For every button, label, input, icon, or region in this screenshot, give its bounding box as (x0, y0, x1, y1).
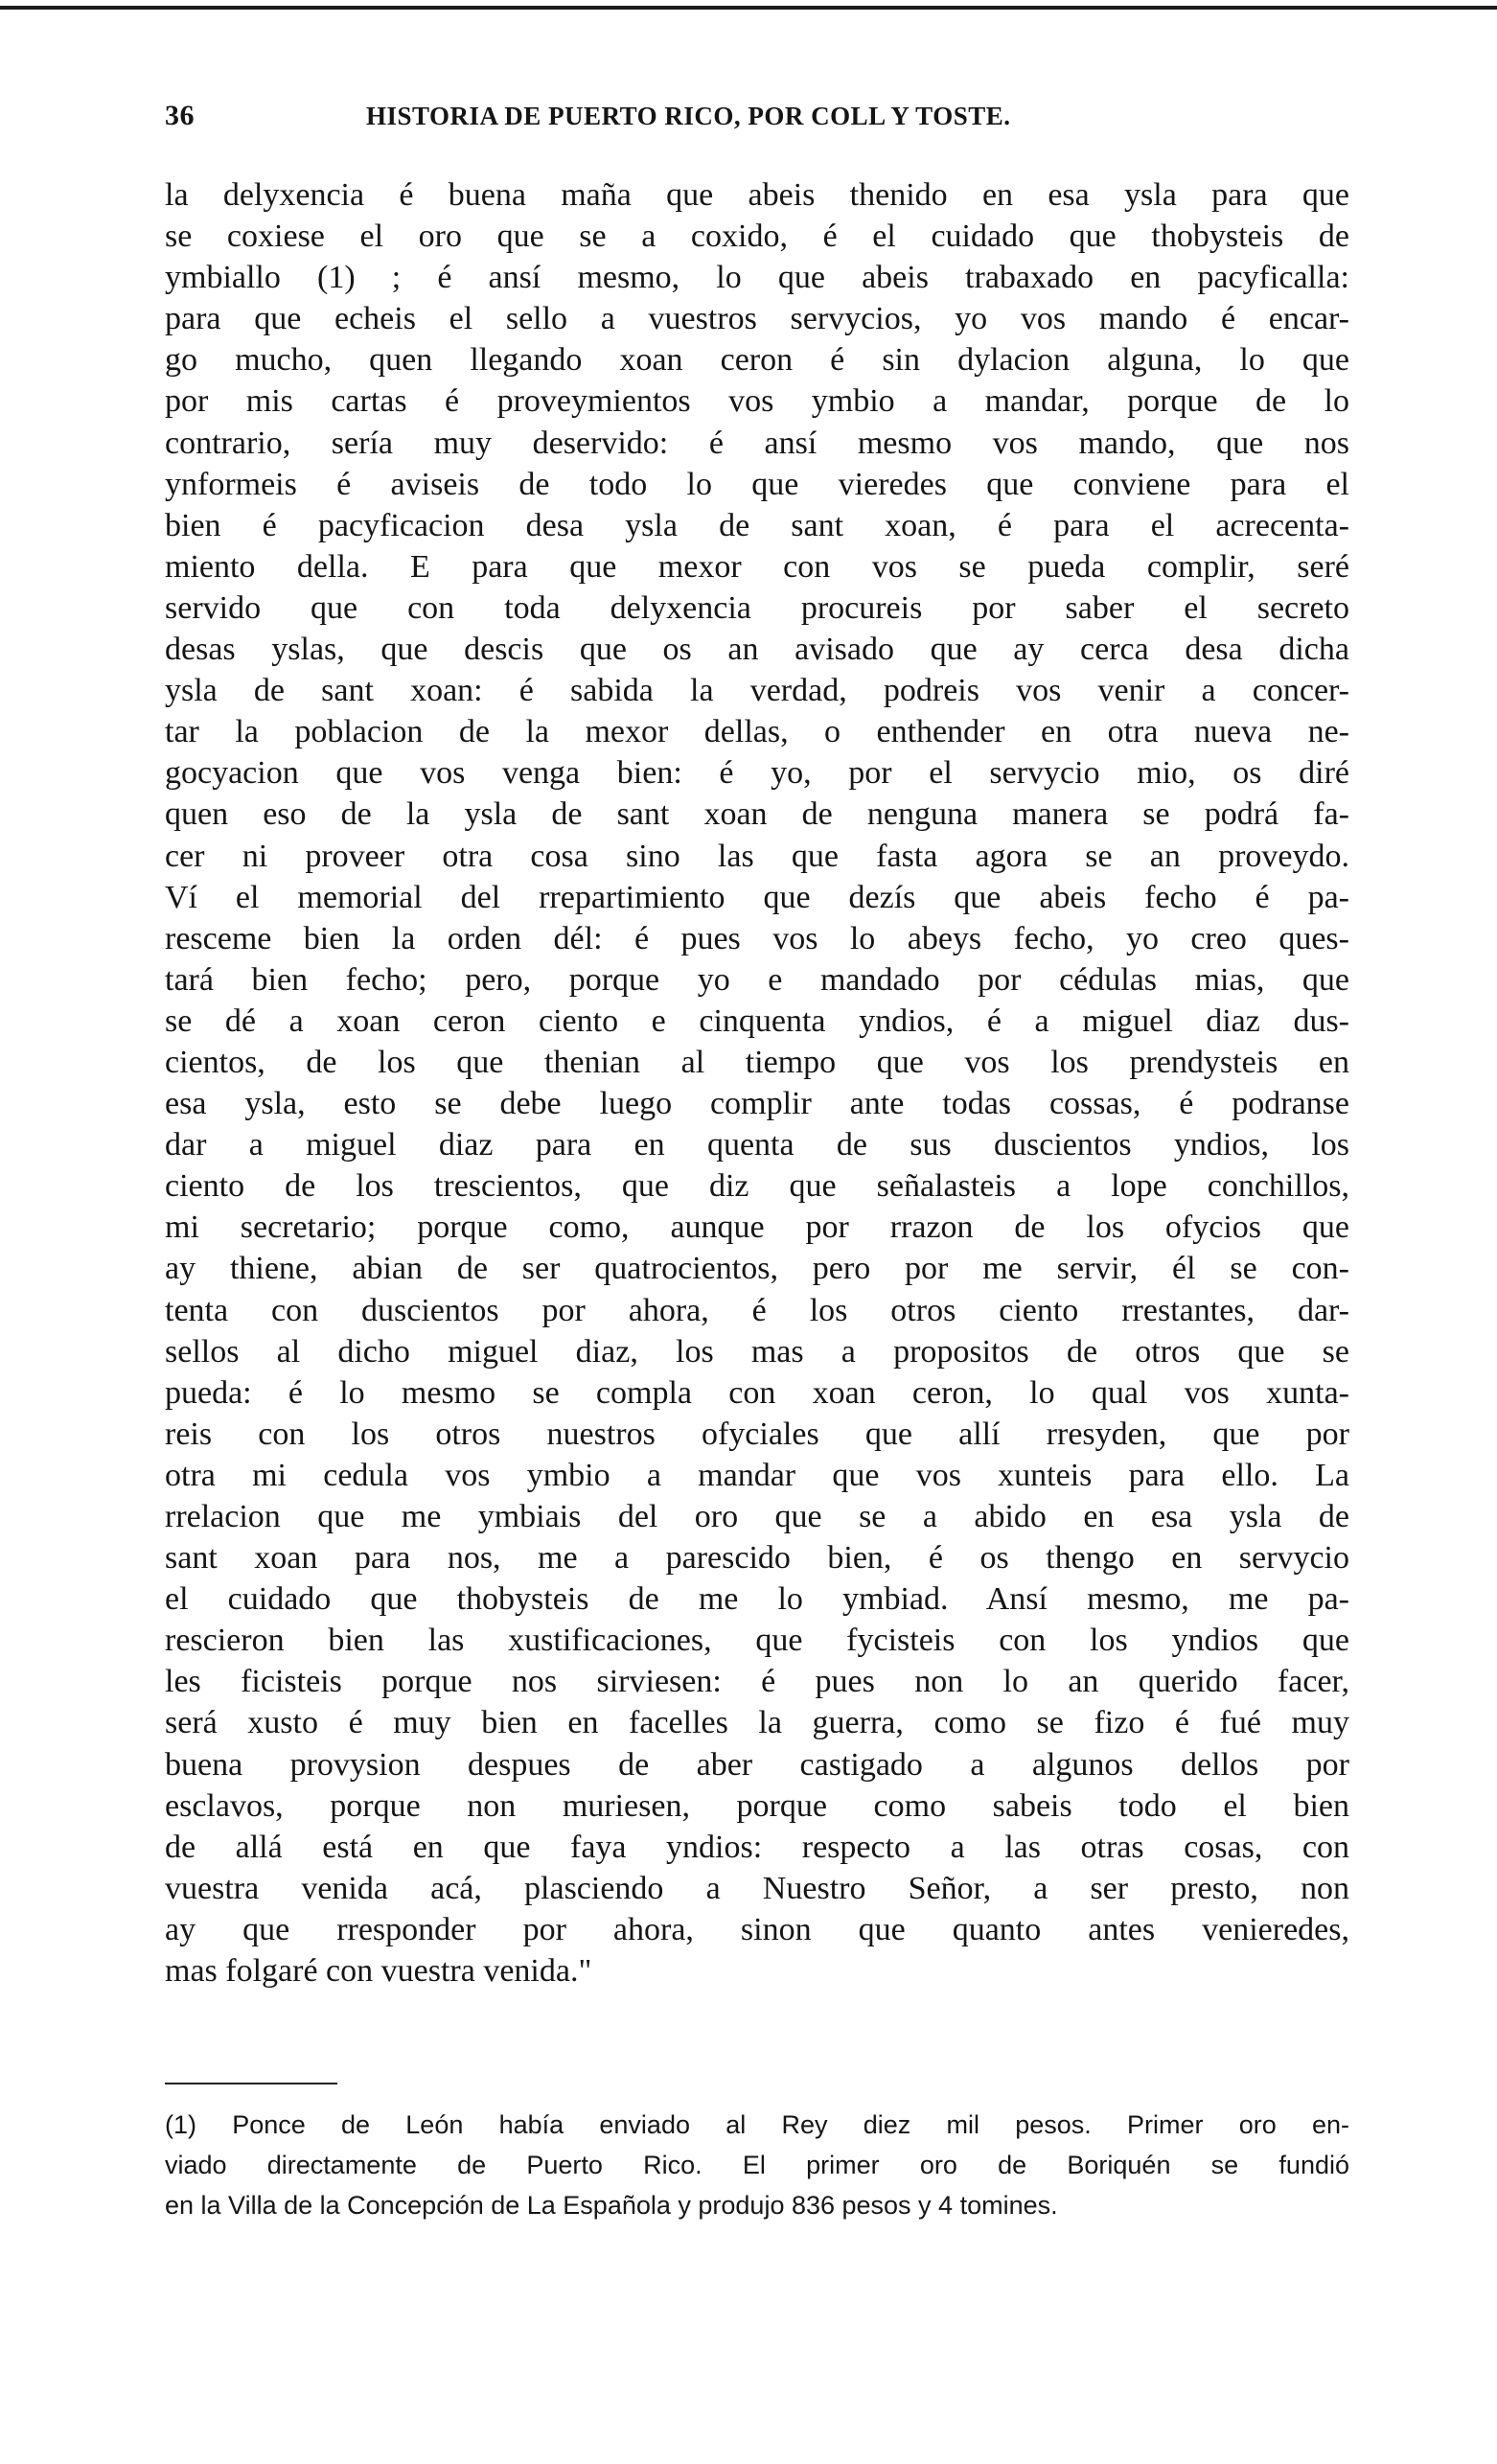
top-border-rule (0, 6, 1497, 10)
text-line: sellos al dicho miguel diaz, los mas a propositos de otros que se (165, 1333, 1349, 1370)
text-line: ay thiene, abian de ser quatrocientos, pero por me servir, él se con- (165, 1251, 1349, 1287)
text-line: quen eso de la ysla de sant xoan de nenguna manera se podrá fa- (165, 796, 1349, 833)
text-line: buena provysion despues de aber castigado a algunos dellos por (165, 1746, 1349, 1783)
text-line: mi secretario; porque como, aunque por rrazon de los ofycios que (165, 1209, 1349, 1246)
text-line: por mis cartas é proveymientos vos ymbio a mandar, porque de lo (165, 383, 1349, 420)
text-line: tar la poblacion de la mexor dellas, o enthender en otra nueva ne- (165, 714, 1349, 750)
text-line: otra mi cedula vos ymbio a mandar que vos xunteis para ello. La (165, 1457, 1349, 1493)
text-line: resceme bien la orden dél: é pues vos lo abeys fecho, yo creo ques- (165, 920, 1349, 956)
text-line: go mucho, quen llegando xoan ceron é sin dylacion alguna, lo que (165, 342, 1349, 379)
text-line: para que echeis el sello a vuestros servycios, yo vos mando é encar- (165, 301, 1349, 337)
text-line: ciento de los trescientos, que diz que señalasteis a lope conchillos, (165, 1168, 1349, 1205)
text-line: reis con los otros nuestros ofyciales que allí rresyden, que por (165, 1416, 1349, 1452)
text-line: pueda: é lo mesmo se compla con xoan ceron, lo qual vos xunta- (165, 1374, 1349, 1411)
text-line: el cuidado que thobysteis de me lo ymbiad. Ansí mesmo, me pa- (165, 1581, 1349, 1618)
text-line: rrelacion que me ymbiais del oro que se a abido en esa ysla de (165, 1499, 1349, 1534)
text-line: desas yslas, que descis que os an avisado que ay cerca desa dicha (165, 632, 1349, 668)
page-header (165, 100, 1353, 138)
text-line: cer ni proveer otra cosa sino las que fasta agora se an proveydo. (165, 838, 1349, 874)
running-title: HISTORIA DE PUERTO RICO, POR COLL Y TOSTE. (366, 102, 1011, 130)
text-line: de allá está en que faya yndios: respecto a las otras cosas, con (165, 1829, 1349, 1865)
text-line: ysla de sant xoan: é sabida la verdad, podreis vos venir a concer- (165, 673, 1349, 709)
text-line: bien é pacyficacion desa ysla de sant xoan, é para el acrecenta- (165, 507, 1349, 543)
text-line: cientos, de los que thenian al tiempo que vos los prendysteis en (165, 1044, 1349, 1080)
text-line: vuestra venida acá, plasciendo a Nuestro Señor, a ser presto, non (165, 1870, 1349, 1906)
text-line: sant xoan para nos, me a parescido bien, é os thengo en servycio (165, 1540, 1349, 1577)
text-line: se dé a xoan ceron ciento e cinquenta yndios, é a miguel diaz dus- (165, 1002, 1349, 1039)
text-line: esclavos, porque non muriesen, porque como sabeis todo el bien (165, 1787, 1349, 1824)
footnote-line: viado directamente de Puerto Rico. El primer oro de Boriquén se fundió (165, 2151, 1349, 2179)
text-line: servido que con toda delyxencia procureis por saber el secreto (165, 589, 1349, 626)
page-number: 36 (165, 100, 195, 131)
text-line: tará bien fecho; pero, porque yo e mandado por cédulas mias, que (165, 961, 1349, 998)
text-line: esa ysla, esto se debe luego complir ante todas cossas, é podranse (165, 1086, 1349, 1122)
text-line: dar a miguel diaz para en quenta de sus duscientos yndios, los (165, 1127, 1349, 1163)
text-line: se coxiese el oro que se a coxido, é el cuidado que thobysteis de (165, 219, 1349, 255)
body-text (165, 174, 1349, 1992)
text-line: Ví el memorial del rrepartimiento que dezís que abeis fecho é pa- (165, 879, 1349, 915)
text-line: contrario, sería muy deservido: é ansí mesmo vos mando, que nos (165, 425, 1349, 461)
text-line: les ficisteis porque nos sirviesen: é pues non lo an querido facer, (165, 1664, 1349, 1700)
text-line: tenta con duscientos por ahora, é los otros ciento rrestantes, dar- (165, 1292, 1349, 1328)
text-line: gocyacion que vos venga bien: é yo, por el servycio mio, os diré (165, 755, 1349, 792)
footnote-line: en la Villa de la Concepción de La Española y produjo 836 pesos y 4 tomines. (165, 2191, 1058, 2220)
text-line: ay que rresponder por ahora, sinon que quanto antes venieredes, (165, 1911, 1349, 1947)
footnote-divider (165, 2083, 337, 2084)
footnote (165, 2105, 1349, 2225)
footnote-line: (1) Ponce de León había enviado al Rey diez mil pesos. Primer oro en- (165, 2110, 1349, 2139)
text-line: mas folgaré con vuestra venida." (165, 1953, 592, 1990)
text-line: la delyxencia é buena maña que abeis thenido en esa ysla para que (165, 177, 1349, 213)
text-line: ynformeis é aviseis de todo lo que vieredes que conviene para el (165, 466, 1349, 502)
text-line: rescieron bien las xustificaciones, que fycisteis con los yndios que (165, 1623, 1349, 1659)
text-line: será xusto é muy bien en facelles la guerra, como se fizo é fué muy (165, 1705, 1349, 1741)
text-line: miento della. E para que mexor con vos se pueda complir, seré (165, 548, 1349, 585)
text-line: ymbiallo (1) ; é ansí mesmo, lo que abeis trabaxado en pacyficalla: (165, 260, 1349, 296)
